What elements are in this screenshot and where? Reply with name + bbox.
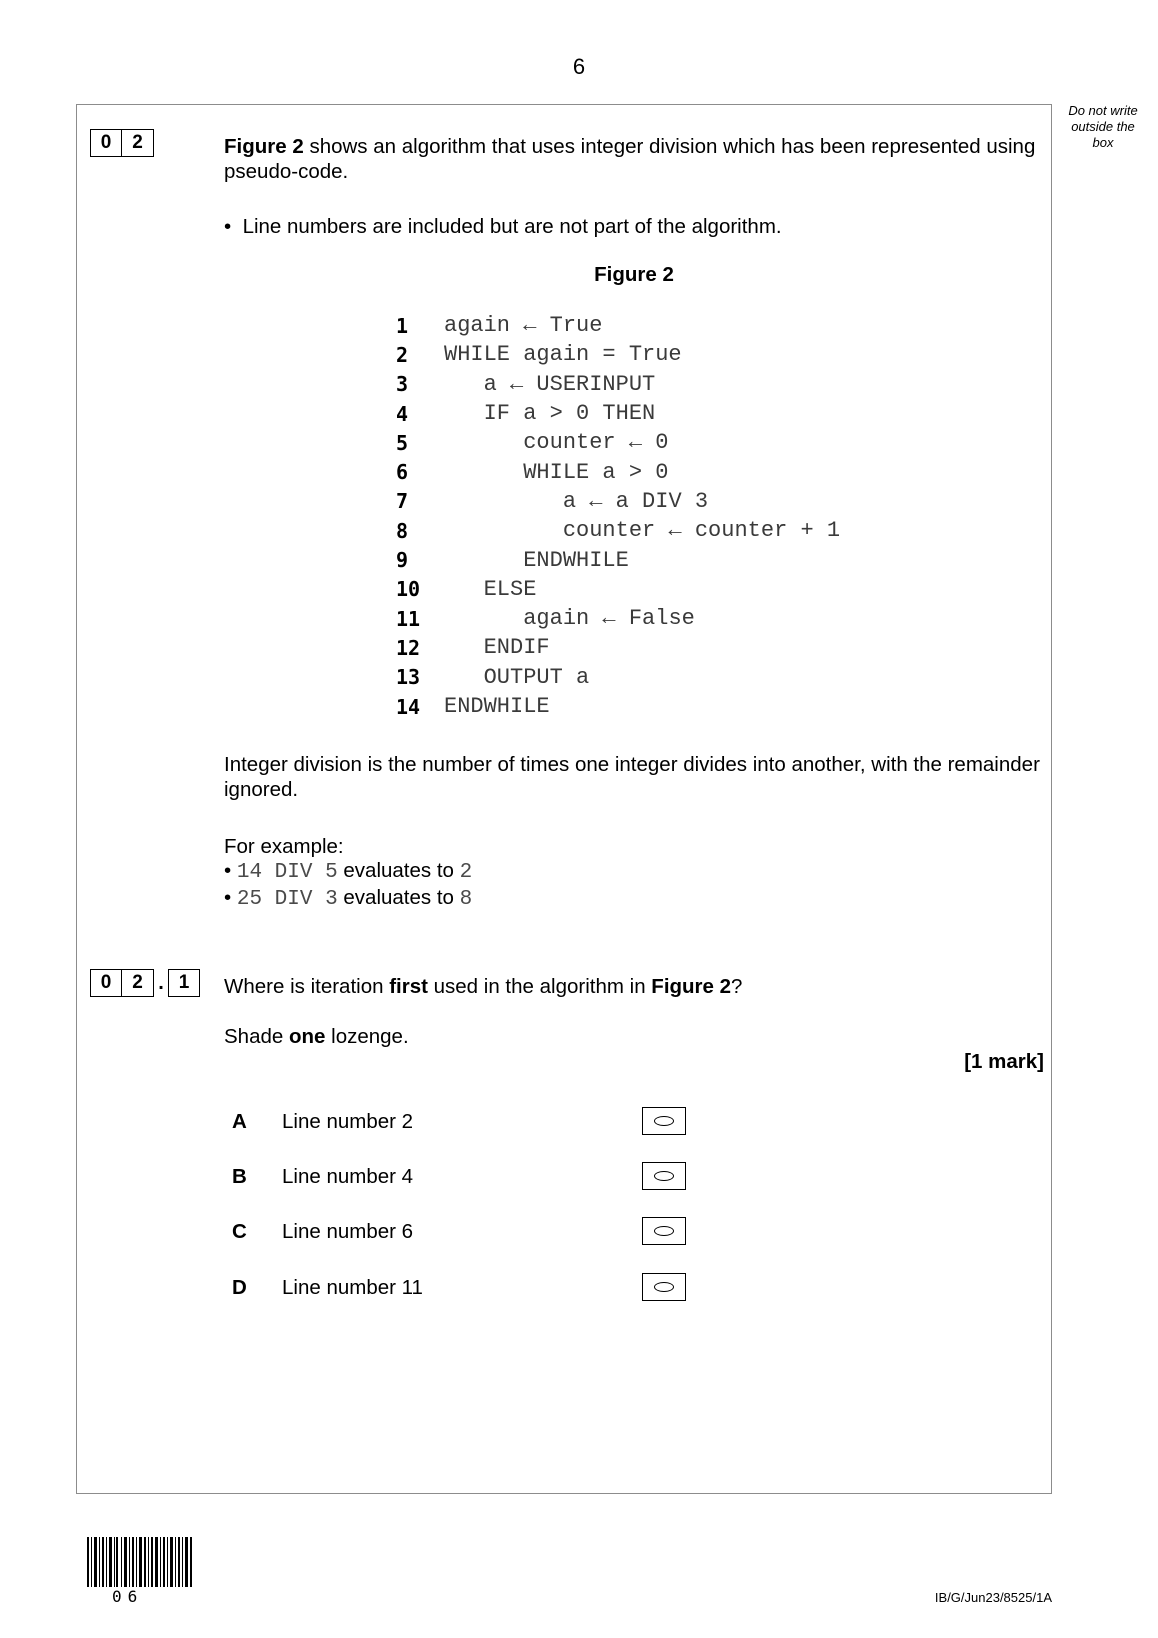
code-line xyxy=(396,487,840,516)
code-text: WHILE again = True xyxy=(444,342,682,368)
code-text: ELSE xyxy=(483,576,537,602)
option-letter: A xyxy=(232,1109,247,1133)
integer-division-definition: Integer division is the number of times one integer divides into another, with the remainder ignored. xyxy=(224,753,1040,801)
option-letter: D xyxy=(232,1275,247,1299)
code-text: IF a > 0 THEN xyxy=(483,401,656,427)
instruction-part: lozenge. xyxy=(325,1025,409,1048)
example-title: For example: xyxy=(224,835,344,858)
instruction-part: Shade xyxy=(224,1025,289,1048)
code-text: ENDIF xyxy=(483,635,550,661)
line-number: 11 xyxy=(396,606,421,631)
example-item xyxy=(224,858,472,885)
figure-reference: Figure 2 xyxy=(224,135,304,158)
code-line xyxy=(396,370,840,399)
code-text: counter ← 0 xyxy=(523,430,669,456)
code-line xyxy=(396,663,840,692)
question-digit: 2 xyxy=(122,969,154,997)
code-indent xyxy=(444,372,484,397)
option-letter: C xyxy=(232,1219,247,1243)
example-expression: 25 DIV 3 xyxy=(236,888,338,911)
bullet-text: Line numbers are included but are not part of the algorithm. xyxy=(242,215,782,238)
code-text: counter ← counter + 1 xyxy=(562,518,841,544)
line-number: 13 xyxy=(396,665,421,690)
code-text: a ← a DIV 3 xyxy=(562,488,709,514)
code-indent xyxy=(444,401,484,426)
figure-reference: Figure 2 xyxy=(651,975,732,998)
subquestion-text-part: used in the algorithm in xyxy=(427,975,652,998)
example-result: 2 xyxy=(459,861,473,884)
option-c xyxy=(232,1216,692,1246)
line-number: 14 xyxy=(396,694,421,719)
option-a-lozenge[interactable] xyxy=(642,1107,686,1135)
code-text: again ← False xyxy=(523,606,695,632)
bullet-item xyxy=(224,214,1044,239)
lozenge-icon xyxy=(654,1226,674,1236)
shade-instruction xyxy=(224,1024,409,1049)
question-intro xyxy=(224,134,1044,184)
code-text: again ← True xyxy=(444,313,603,339)
question-number-box xyxy=(90,129,154,157)
subquestion-text-part: ? xyxy=(731,975,743,998)
number-separator: . xyxy=(158,972,164,994)
code-indent xyxy=(444,665,484,690)
line-number: 9 xyxy=(396,548,409,573)
question-digit: 0 xyxy=(90,969,122,997)
code-indent xyxy=(444,606,523,631)
code-indent xyxy=(444,635,484,660)
option-a xyxy=(232,1106,692,1136)
code-line xyxy=(396,604,840,633)
option-d-lozenge[interactable] xyxy=(642,1273,686,1301)
line-number: 3 xyxy=(396,372,409,397)
code-text: WHILE a > 0 xyxy=(523,459,669,485)
option-letter: B xyxy=(232,1164,247,1188)
bullet-glyph: • xyxy=(224,215,243,238)
option-b xyxy=(232,1161,692,1191)
code-text: a ← USERINPUT xyxy=(483,371,656,397)
code-line xyxy=(396,457,840,486)
subquestion-emphasis: first xyxy=(389,975,428,998)
code-line xyxy=(396,692,840,721)
line-number: 7 xyxy=(396,489,409,514)
example-expression: 14 DIV 5 xyxy=(236,861,338,884)
code-text: ENDWHILE xyxy=(444,694,550,719)
question-digit: 0 xyxy=(90,129,122,157)
code-line xyxy=(396,575,840,604)
code-line xyxy=(396,633,840,662)
code-line xyxy=(396,399,840,428)
bullet-glyph: • xyxy=(224,859,237,882)
line-number: 4 xyxy=(396,401,409,426)
example-result: 8 xyxy=(459,888,473,911)
subquestion-text-part: Where is iteration xyxy=(224,975,390,998)
code-indent xyxy=(444,489,563,514)
line-number: 12 xyxy=(396,635,421,660)
pseudo-code-listing xyxy=(396,311,840,721)
code-indent xyxy=(444,548,523,573)
code-text: ENDWHILE xyxy=(523,547,629,573)
option-c-lozenge[interactable] xyxy=(642,1217,686,1245)
code-indent xyxy=(444,577,484,602)
line-number: 10 xyxy=(396,577,421,602)
code-line xyxy=(396,340,840,369)
line-number: 8 xyxy=(396,518,409,543)
instruction-emphasis: one xyxy=(288,1025,326,1048)
code-line xyxy=(396,545,840,574)
part-digit: 1 xyxy=(168,969,200,997)
page-number: 6 xyxy=(572,54,586,79)
code-line xyxy=(396,516,840,545)
option-d xyxy=(232,1272,692,1302)
line-number: 6 xyxy=(396,460,409,485)
code-indent xyxy=(444,460,523,485)
code-indent xyxy=(444,430,523,455)
code-line xyxy=(396,311,840,340)
code-text: OUTPUT a xyxy=(483,664,590,690)
code-indent xyxy=(444,518,563,543)
mark-allocation: [1 mark] xyxy=(964,1050,1044,1073)
margin-note: Do not write outside the box xyxy=(1068,103,1138,150)
option-label: Line number 4 xyxy=(282,1164,414,1188)
subquestion-number-box xyxy=(90,969,200,997)
code-line xyxy=(396,428,840,457)
example-connector: evaluates to xyxy=(337,859,460,882)
intro-text: shows an algorithm that uses integer division which has been represented using pseudo-code. xyxy=(224,135,1036,183)
option-label: Line number 11 xyxy=(282,1275,423,1299)
example-item xyxy=(224,885,472,912)
line-number: 5 xyxy=(396,430,409,455)
bullet-glyph: • xyxy=(224,886,237,909)
line-number: 2 xyxy=(396,342,409,367)
option-label: Line number 2 xyxy=(282,1109,414,1133)
question-digit: 2 xyxy=(122,129,154,157)
option-b-lozenge[interactable] xyxy=(642,1162,686,1190)
barcode-icon xyxy=(87,1537,192,1587)
option-label: Line number 6 xyxy=(282,1219,414,1243)
lozenge-icon xyxy=(654,1171,674,1181)
paper-reference: IB/G/Jun23/8525/1A xyxy=(934,1590,1052,1605)
line-number: 1 xyxy=(396,313,409,338)
lozenge-icon xyxy=(654,1282,674,1292)
figure-title: Figure 2 xyxy=(594,263,674,286)
example-connector: evaluates to xyxy=(337,886,460,909)
barcode-number: 06 xyxy=(112,1587,144,1606)
subquestion-text xyxy=(224,974,1044,999)
lozenge-icon xyxy=(654,1116,674,1126)
